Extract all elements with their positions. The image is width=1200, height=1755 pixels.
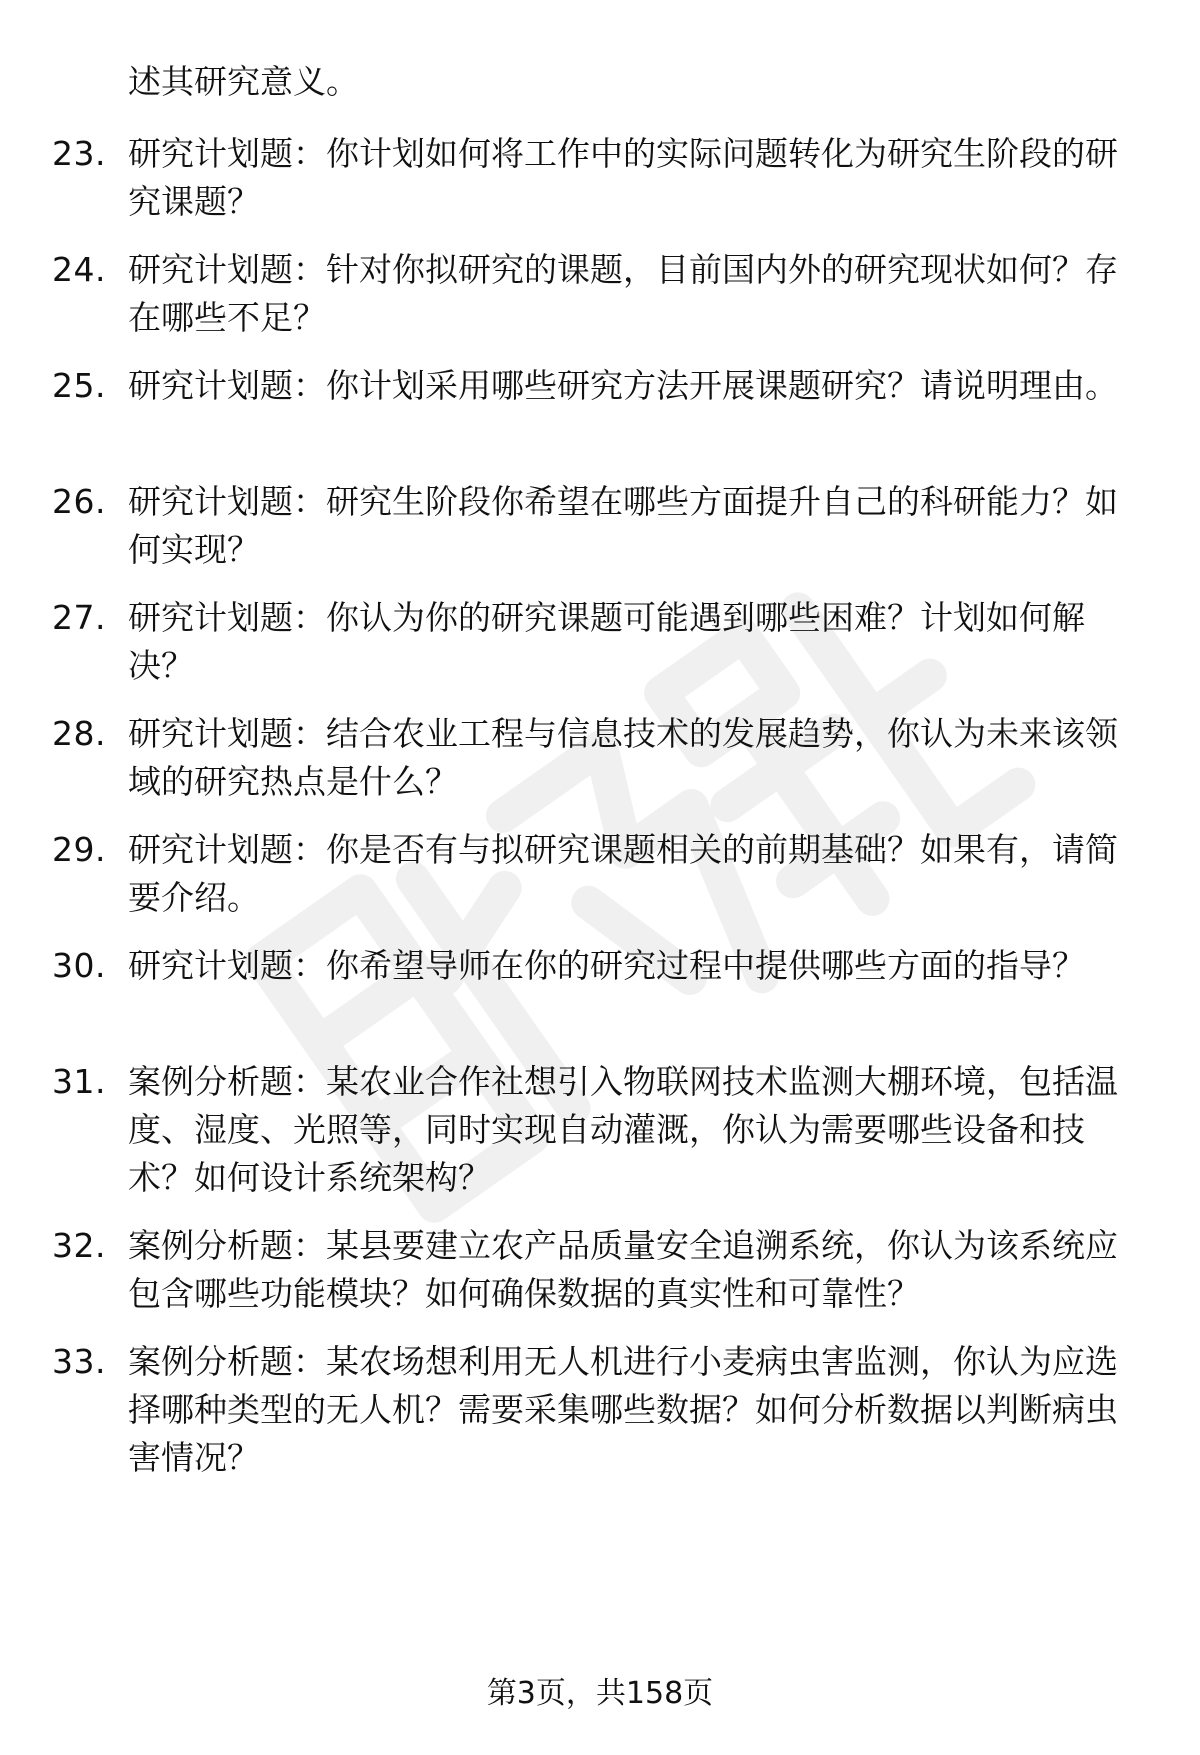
question-text: 案例分析题：某农场想利用无人机进行小麦病虫害监测，你认为应选择哪种类型的无人机？需要采集哪些数据？如何分析数据以判断病虫害情况？ bbox=[128, 1342, 1118, 1477]
question-text: 案例分析题：某县要建立农产品质量安全追溯系统，你认为该系统应包含哪些功能模块？如何确保数据的真实性和可靠性？ bbox=[128, 1226, 1118, 1313]
question-number: 24. bbox=[52, 250, 106, 289]
question-text: 研究计划题：你计划采用哪些研究方法开展课题研究？请说明理由。 bbox=[128, 366, 1118, 405]
question-text: 研究计划题：研究生阶段你希望在哪些方面提升自己的科研能力？如何实现？ bbox=[128, 482, 1118, 569]
question-number: 27. bbox=[52, 598, 106, 637]
question-number: 31. bbox=[52, 1062, 106, 1101]
continuation-text: 述其研究意义。 bbox=[128, 62, 359, 101]
question-number: 30. bbox=[52, 946, 106, 985]
page-footer: 第3页，共158页 bbox=[486, 1676, 714, 1711]
question-text: 研究计划题：你认为你的研究课题可能遇到哪些困难？计划如何解决？ bbox=[128, 598, 1085, 685]
question-number: 28. bbox=[52, 714, 106, 753]
question-text: 研究计划题：结合农业工程与信息技术的发展趋势，你认为未来该领域的研究热点是什么？ bbox=[128, 714, 1118, 801]
question-number: 32. bbox=[52, 1226, 106, 1265]
question-number: 29. bbox=[52, 830, 106, 869]
question-number: 26. bbox=[52, 482, 106, 521]
question-text: 研究计划题：你希望导师在你的研究过程中提供哪些方面的指导？ bbox=[128, 946, 1085, 985]
question-number: 25. bbox=[52, 366, 106, 405]
question-text: 案例分析题：某农业合作社想引入物联网技术监测大棚环境，包括温度、湿度、光照等，同时实现自动灌溉，你认为需要哪些设备和技术？如何设计系统架构？ bbox=[128, 1062, 1118, 1197]
question-text: 研究计划题：你计划如何将工作中的实际问题转化为研究生阶段的研究课题？ bbox=[128, 134, 1118, 221]
question-text: 研究计划题：针对你拟研究的课题，目前国内外的研究现状如何？存在哪些不足？ bbox=[128, 250, 1118, 337]
question-number: 33. bbox=[52, 1342, 106, 1381]
question-text: 研究计划题：你是否有与拟研究课题相关的前期基础？如果有，请简要介绍。 bbox=[128, 830, 1118, 917]
question-number: 23. bbox=[52, 134, 106, 173]
